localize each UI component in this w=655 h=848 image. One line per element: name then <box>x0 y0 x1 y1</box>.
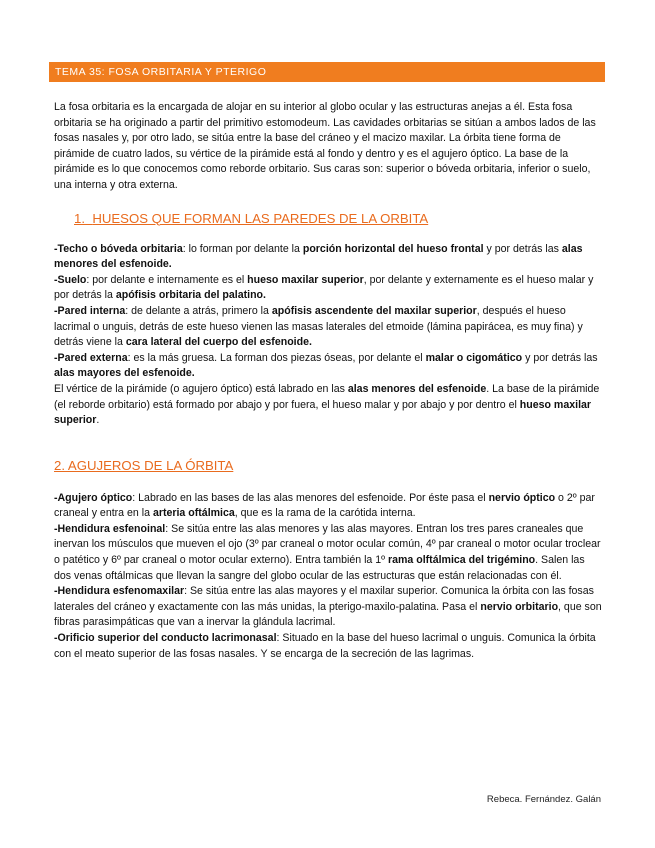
item-label: -Suelo <box>54 273 87 286</box>
intro-paragraph: La fosa orbitaria es la encargada de alojar en su interior al globo ocular y las estructuras anejas a él. Esta fosa orbitaria se ha originado a partir del primitivo estomodeum. Las cavidades orbitarias se sitúan a ambos lados de las fosas nasales y, por otro lado, se sitúa entre la base del cráneo y el macizo maxilar. La órbita tiene forma de pirámide de cuatro lados, su vértice de la pirámide está al fondo y dentro y es el agujero óptico. La base de la pirámide es lo que conocemos como reborde orbitario. Sus caras son: superior o bóveda orbitaria, inferior o suelo, una interna y otra externa. <box>54 101 596 191</box>
author-footer: Rebeca. Fernández. Galán <box>486 794 601 805</box>
section-2-item: -Agujero óptico: Labrado en las bases de las alas menores del esfenoide. Por éste pasa el nervio óptico o 2º par craneal y entra en la arteria oftálmica, que es la rama de la carótida interna. <box>54 491 595 520</box>
section-1-number: 1. <box>74 210 85 226</box>
section-1-title: HUESOS QUE FORMAN LAS PAREDES DE LA ORBITA <box>92 210 429 226</box>
section-1-item: -Suelo: por delante e internamente es el hueso maxilar superior, por delante y externamente es el hueso malar y por detrás la apófisis orbitaria del palatino. <box>54 273 594 302</box>
item-label: -Hendidura esfenomaxilar <box>54 585 185 598</box>
item-label: -Orificio superior del conducto lacrimonasal <box>54 632 277 645</box>
section-1-list <box>54 242 602 429</box>
item-label: -Hendidura esfenoinal <box>54 522 166 535</box>
chapter-banner: TEMA 35: FOSA ORBITARIA Y PTERIGO <box>49 62 605 82</box>
section-1-closing: El vértice de la pirámide (o agujero óptico) está labrado en las alas menores del esfenoide. La base de la pirámide (el reborde orbitario) está formado por abajo y por fuera, el hueso malar y por abajo y por dentro el hueso maxilar superior. <box>54 382 600 427</box>
section-2-item: -Orificio superior del conducto lacrimonasal: Situado en la base del hueso lacrimal o unguis. Comunica la órbita con el meato superior de las fosas nasales. Y se encarga de la secreción de las lagrimas. <box>54 632 596 660</box>
section-2-item: -Hendidura esfenoinal: Se sitúa entre las alas menores y las alas mayores. Entran los tres pares craneales que inervan los músculos que mueven el ojo (3º par craneal o motor ocular común, 4º par craneal o motor ocular troclear o patético y 6º par craneal o motor ocular externo). Entra también la 1º rama olftálmica del trigémino. Salen las dos venas oftálmicas que llevan la sangre del globo ocular de las estructuras que están relacionadas con él. <box>54 522 601 582</box>
section-2-item: -Hendidura esfenomaxilar: Se sitúa entre las alas mayores y el maxilar superior. Comunica la órbita con las fosas laterales del cráneo y exactamente con las más unidas, la pterigo-maxilo-palatina. Pasa el nervio orbitario, que son fibras parasimpáticas que van a inervar la glándula lacrimal. <box>54 585 602 629</box>
item-label: -Pared interna <box>54 304 126 317</box>
section-1-item: -Pared interna: de delante a atrás, primero la apófisis ascendente del maxilar superior, después el hueso lacrimal o unguis, detrás de este hueso vienen las masas laterales del etmoide (lámina papirácea, es muy fina) y detrás viene la cara lateral del cuerpo del esfenoide. <box>54 304 583 349</box>
item-label: -Pared externa <box>54 351 128 364</box>
document-body <box>54 100 602 662</box>
section-1-heading <box>54 210 602 228</box>
section-1-item: -Techo o bóveda orbitaria: lo forman por delante la porción horizontal del hueso frontal y por detrás las alas menores del esfenoide. <box>54 242 583 271</box>
item-label: -Agujero óptico <box>54 491 133 504</box>
section-1-item: -Pared externa: es la más gruesa. La forman dos piezas óseas, por delante el malar o cigomático y por detrás las alas mayores del esfenoide. <box>54 351 598 380</box>
section-2-list <box>54 491 602 663</box>
section-2-heading: 2. AGUJEROS DE LA ÓRBITA <box>54 457 234 473</box>
item-label: -Techo o bóveda orbitaria <box>54 242 183 255</box>
